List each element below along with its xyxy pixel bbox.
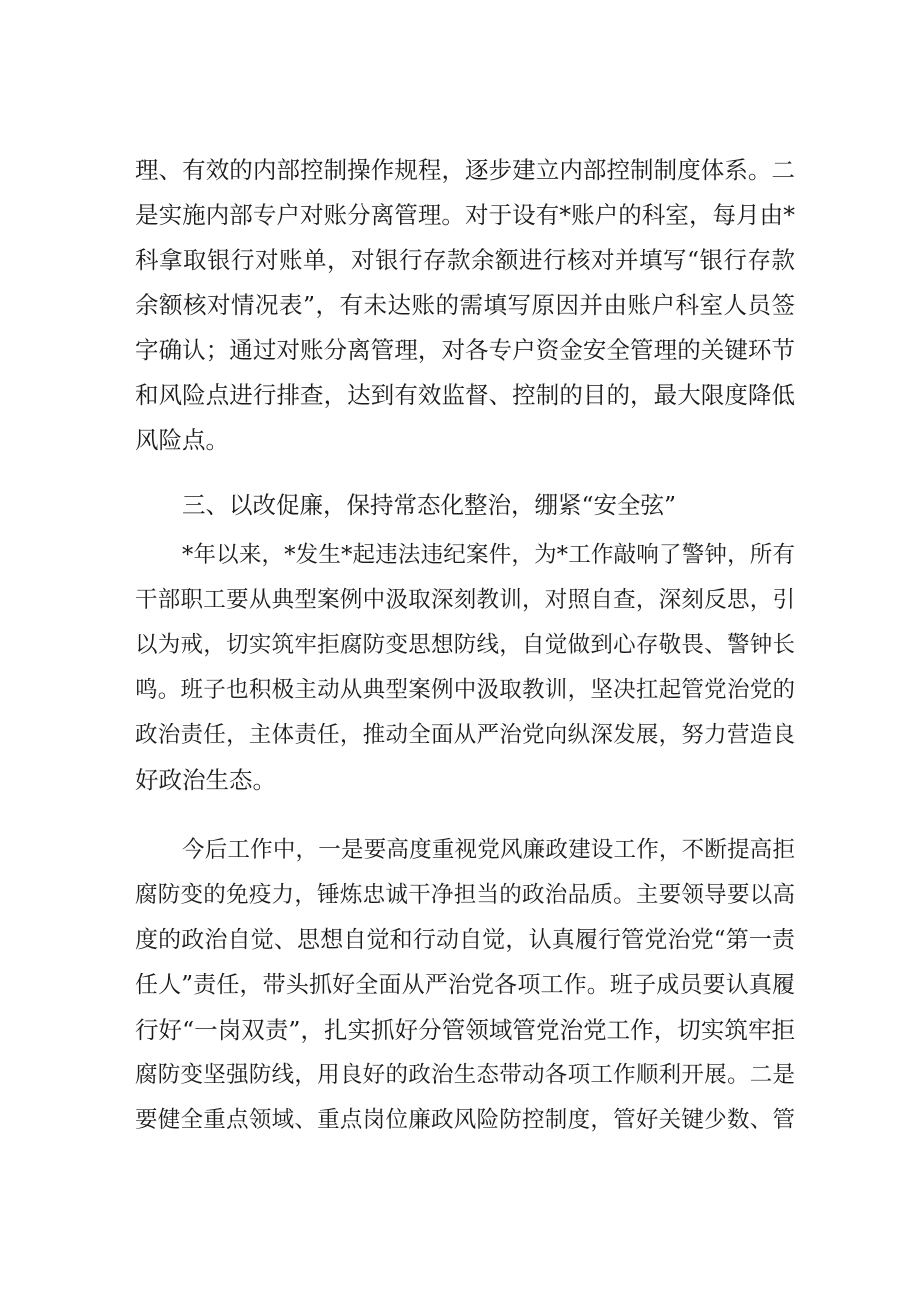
- paragraph-1-line-3: 科拿取银行对账单，对银行存款余额进行核对并填写“银行存款: [135, 246, 795, 274]
- paragraph-1-line-2: 是实施内部专户对账分离管理。对于设有*账户的科室，每月由*: [135, 201, 795, 229]
- paragraph-3-line-5: 行好“一岗双责”，扎实抓好分管领域管党治党工作，切实筑牢拒: [135, 1016, 795, 1044]
- paragraph-1-line-6: 和风险点进行排查，达到有效监督、控制的目的，最大限度降低: [135, 381, 795, 409]
- paragraph-1-line-7: 风险点。: [135, 426, 229, 454]
- paragraph-2-line-6: 好政治生态。: [135, 766, 276, 794]
- paragraph-3-line-4: 任人”责任，带头抓好全面从严治党各项工作。班子成员要认真履: [135, 972, 795, 998]
- paragraph-2-line-1: *年以来，*发生*起违法违纪案件，为*工作敲响了警钟，所有: [182, 542, 795, 568]
- paragraph-1-line-1: 理、有效的内部控制操作规程，逐步建立内部控制制度体系。二: [135, 156, 795, 184]
- paragraph-2-line-3: 以为戒，切实筑牢拒腐防变思想防线，自觉做到心存敬畏、警钟长: [135, 632, 795, 658]
- paragraph-3-line-6: 腐防变坚强防线，用良好的政治生态带动各项工作顺利开展。二是: [135, 1062, 795, 1088]
- paragraph-3-line-2: 腐防变的免疫力，锤炼忠诚干净担当的政治品质。主要领导要以高: [135, 882, 795, 908]
- paragraph-1-line-5: 字确认；通过对账分离管理，对各专户资金安全管理的关键环节: [135, 336, 795, 364]
- paragraph-2-line-4: 鸣。班子也积极主动从典型案例中汲取教训，坚决扛起管党治党的: [135, 677, 795, 703]
- paragraph-3-line-7: 要健全重点领域、重点岗位廉政风险防控制度，管好关键少数、管: [135, 1107, 795, 1133]
- paragraph-3-line-3: 度的政治自觉、思想自觉和行动自觉，认真履行管党治党“第一责: [135, 927, 795, 953]
- paragraph-1-line-4: 余额核对情况表”，有未达账的需填写原因并由账户科室人员签: [135, 291, 795, 319]
- paragraph-3-line-1: 今后工作中，一是要高度重视党风廉政建设工作，不断提高拒: [182, 837, 795, 863]
- paragraph-2-line-2: 干部职工要从典型案例中汲取深刻教训，对照自查，深刻反思，引: [135, 587, 795, 613]
- section-heading-3: 三、以改促廉，保持常态化整治，绷紧“安全弦”: [182, 491, 677, 519]
- paragraph-2-line-5: 政治责任，主体责任，推动全面从严治党向纵深发展，努力营造良: [135, 722, 795, 748]
